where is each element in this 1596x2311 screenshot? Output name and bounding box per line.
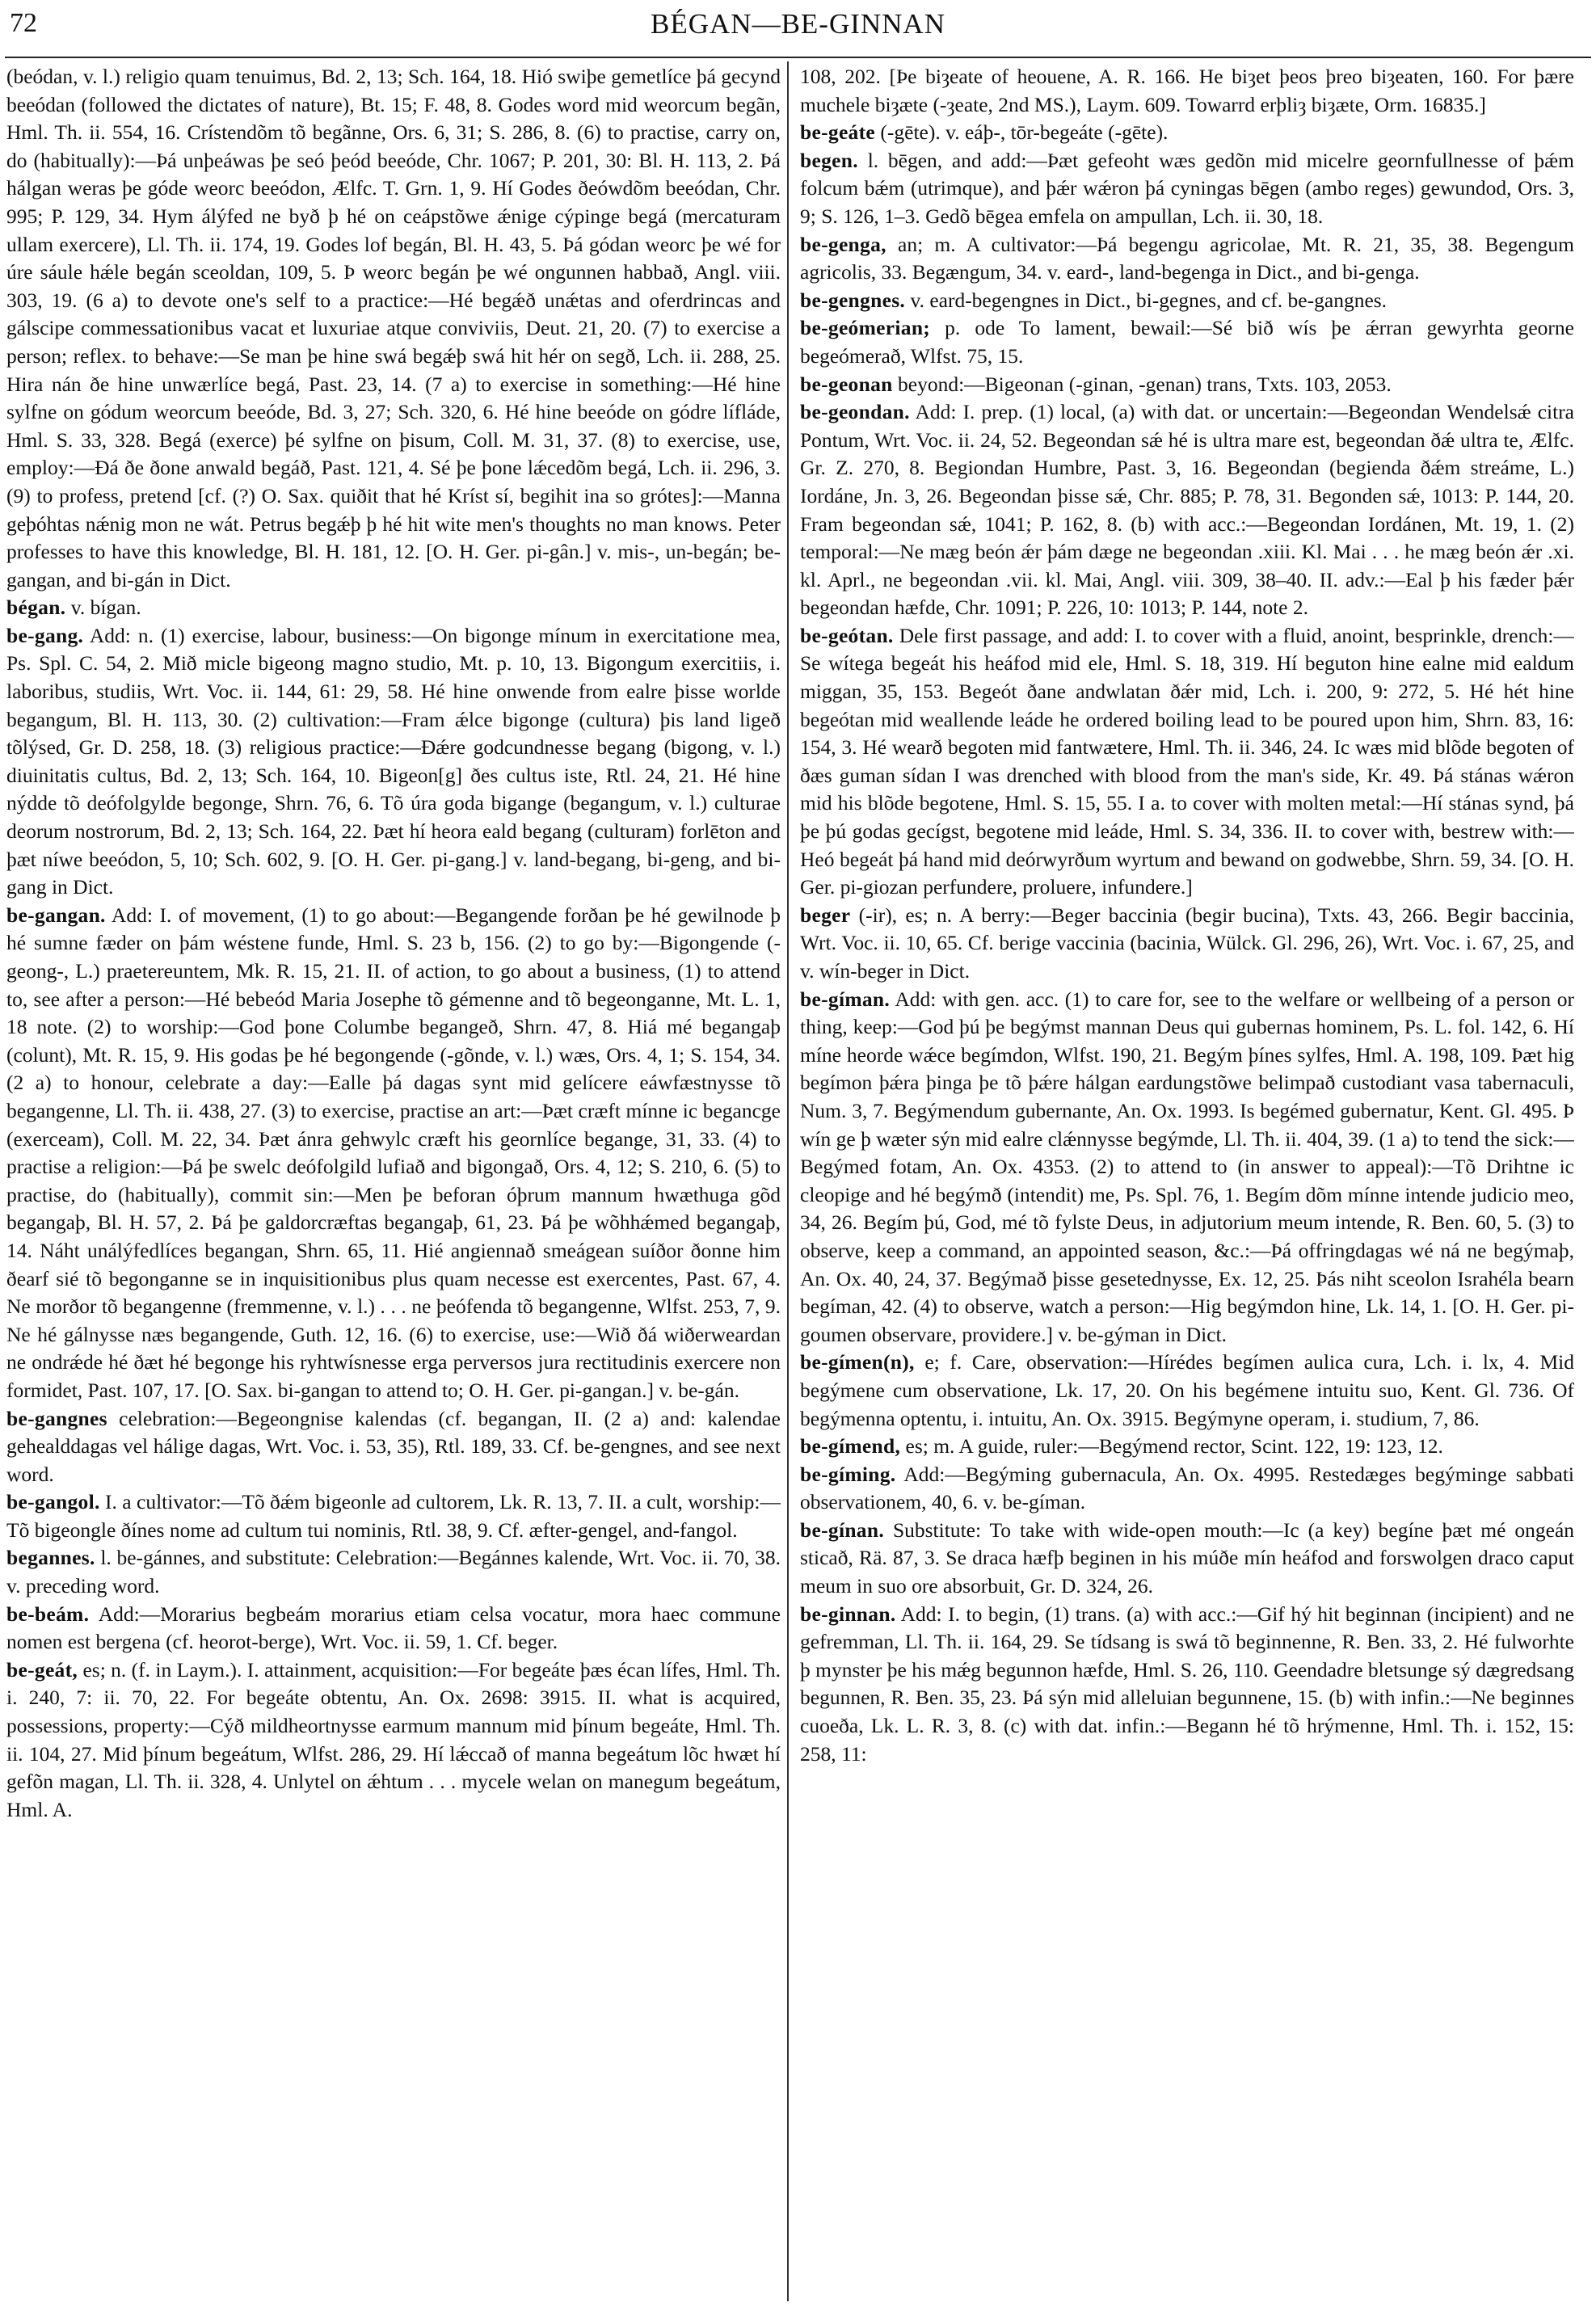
dictionary-entry [6,63,781,594]
entry-headword: be-geát, [6,1657,78,1682]
dictionary-entry [6,594,781,622]
entry-headword: be-gangnes [6,1406,107,1430]
running-head: BÉGAN—BE-GINNAN [651,8,945,40]
dictionary-entry [800,1433,1574,1461]
entry-headword: be-geonan [800,372,893,396]
entry-headword: be-geáte [800,120,876,145]
entry-headword: be-gímen(n), [800,1350,915,1374]
entry-text: es; m. A guide, ruler:—Begýmend rector, Scint. 122, 19: 123, 12. [905,1434,1443,1459]
dictionary-entry [6,622,781,902]
column-divider [787,61,789,2301]
entry-text: 108, 202. [Þe biȝeate of heouene, A. R. 166. He biȝet þeos þreo biȝeaten, 160. For þære muchele biȝæte (-ȝeate, 2nd MS.), Laym. 609. Towarrd erþliȝ biȝæte, Orm. 16835.] [800,65,1574,116]
dictionary-entry [800,1461,1574,1517]
dictionary-entry [800,986,1574,1349]
dictionary-entry [800,622,1574,902]
dictionary-entry [800,119,1574,147]
entry-headword: be-gínan. [800,1518,885,1542]
entry-text: l. bēgen, and add:—Þæt gefeoht wæs gedõn mid micelre geornfullnesse of þǽm folcum bǽm (utrimque), and þǽr wǽron þá cyningas bēgen (ambo reges) gewundod, Ors. 3, 9; S. 126, 1–3. Gedõ bēgea emfela on ampullan, Lch. ii. 30, 18. [800,148,1574,228]
dictionary-entry [6,1488,781,1544]
dictionary-entry [6,1544,781,1600]
entry-headword: begannes. [6,1546,95,1570]
dictionary-entry [800,902,1574,986]
dictionary-entry [800,1601,1574,1769]
entry-text: I. a cultivator:—Tõ ðǽm bigeonle ad cultorem, Lk. R. 13, 7. II. a cult, worship:—Tõ bigeongle ðínes nome ad cultum tui nominis, Rtl. 38, 9. Cf. æfter-gengel, and-fangol. [6,1490,781,1542]
entry-text: Add: I. prep. (1) local, (a) with dat. or uncertain:—Begeondan Wendelsǽ citra Pontum, Wrt. Voc. ii. 24, 52. Begeondan sǽ hé is ultra mare est, begeondan ðǽ ultra te, Ælfc. Gr. Z. 270, 8. Begiondan Humbre, Past. 3, 16. Begeondan (begienda ðǽm streáme, L.) Iordáne, Jn. 3, 26. Begeondan þisse sǽ, Chr. 885; P. 78, 31. Begonden sǽ, 1013: P. 144, 20. Fram begeondan sǽ, 1041; P. 162, 8. (b) with acc.:—Begeondan Iordánen, Mt. 19, 1. (2) temporal:—Ne mæg beón ǽr þám dæge ne begeondan .xiii. Kl. Mai . . . he mæg beón ǽr .xi. kl. Aprl., ne begeondan .vii. kl. Mai, Angl. viii. 309, 38–40. II. adv.:—Eal þ his fæder þǽr begeondan hæfde, Chr. 1091; P. 226, 10: 1013; P. 144, note 2. [800,400,1574,620]
entry-headword: bégan. [6,596,66,620]
dictionary-entry [800,63,1574,119]
dictionary-entry [6,1405,781,1489]
entry-headword: be-ginnan. [800,1602,896,1626]
entry-text: Add: I. to begin, (1) trans. (a) with acc.:—Gif hý hit beginnan (incipient) and ne gefremman, Ll. Th. ii. 164, 29. Se tídsang is swá tõ beginnenne, R. Ben. 33, 2. Hé fulworhte þ mynster þe his mǽg begunnon hæfde, Hml. S. 26, 110. Geendadre bletsunge sý dægredsang begunnen, R. Ben. 35, 23. Þá sýn mid alleluian begunnene, 15. (b) with infin.:—Ne beginnes cuoeða, Lk. L. R. 3, 8. (c) with dat. infin.:—Begann hé tõ hrýmenne, Hml. Th. i. 152, 15: 258, 11: [800,1602,1574,1766]
entry-headword: be-gengnes. [800,288,906,312]
entry-text: an; m. A cultivator:—Þá begengu agricolae, Mt. R. 21, 35, 38. Begengum agricolis, 33. Begængum, 34. v. eard-, land-begenga in Dict., and bi-genga. [800,232,1574,284]
entry-headword: be-gíming. [800,1462,896,1486]
entry-headword: be-geótan. [800,623,894,647]
left-column [6,63,781,2301]
dictionary-entry [800,1349,1574,1433]
dictionary-entry [6,902,781,1405]
entry-text: Substitute: To take with wide-open mouth:—Ic (a key) begíne þæt mé ongeán sticað, Rä. 87, 3. Se draca hæfþ beginen in his múðe mín heáfod and forswolgen draco caput meum in suo ore absorbuit, Gr. D. 324, 26. [800,1518,1574,1598]
dictionary-entry [800,231,1574,287]
entry-headword: begen. [800,148,858,172]
entry-headword: be-geondan. [800,400,910,424]
entry-text: (-ir), es; n. A berry:—Beger baccinia (begir bucina), Txts. 43, 266. Begir baccinia, Wrt. Voc. ii. 10, 65. Cf. berige vaccinia (bacinia, Wülck. Gl. 296, 26), Wrt. Voc. i. 67, 25, and v. wín-beger in Dict. [800,903,1574,983]
header-rule [5,57,1591,58]
entry-text: Add: n. (1) exercise, labour, business:—On bigonge mínum in exercitatione mea, Ps. Spl. C. 54, 2. Mið micle bigeong magno studio, Mt. p. 10, 13. Bigongum exercitiis, i. laboribus, studiis, Wrt. Voc. ii. 144, 61: 29, 58. Hé hine onwende from ealre þisse worlde begangum, Bl. H. 113, 30. (2) cultivation:—Fram ǽlce bigonge (cultura) þis land ligeð tõlýsed, Gr. D. 258, 18. (3) religious practice:—Ðǽre godcundnesse begang (bigong, v. l.) diuinitatis cultus, Bd. 2, 13; Sch. 164, 10. Bigeon[g] ðes cultus iste, Rtl. 24, 21. Hé hine nýdde tõ deófolgylde begonge, Shrn. 76, 6. Tõ úra goda bigange (begangum, v. l.) culturae deorum nostrorum, Bd. 2, 13; Sch. 164, 22. Þæt hí heora eald begang (culturam) forlēton and þæt níwe beeódon, 5, 10; Sch. 602, 9. [O. H. Ger. pi-gang.] v. land-begang, bi-geng, and bi-gang in Dict. [6,623,781,899]
entry-headword: be-gímend, [800,1434,901,1459]
dictionary-entry [6,1656,781,1825]
entry-headword: be-gang. [6,623,84,647]
entry-text: es; n. (f. in Laym.). I. attainment, acquisition:—For begeáte þæs écan lífes, Hml. Th. i. 240, 7: ii. 70, 22. For begeáte obtentu, An. Ox. 2698: 3915. II. what is acquired, possessions, property:—Cýð mildheortnysse earmum mannum mid þínum begeáte, Hml. Th. ii. 104, 27. Mid þínum begeátum, Wlfst. 286, 29. Hí lǽccað of manna begeátum lõc hwæt hí gefõn magan, Ll. Th. ii. 328, 4. Unlytel on ǽhtum . . . mycele welan on manegum begeátum, Hml. A. [6,1657,781,1821]
page-number: 72 [10,8,37,38]
entry-headword: be-gangol. [6,1490,100,1514]
dictionary-entry [6,1601,781,1656]
entry-headword: be-genga, [800,232,886,256]
entry-text: Add:—Begýming gubernacula, An. Ox. 4995. Restedæges begýminge sabbati observationem, 40, 6. v. be-gíman. [800,1462,1574,1514]
page-header [0,6,1596,42]
entry-headword: be-gíman. [800,987,891,1011]
entry-text: celebration:—Begeongnise kalendas (cf. begangan, II. (2 a) and: kalendae gehealddagas vel hálige dagas, Wrt. Voc. i. 53, 35), Rtl. 189, 33. Cf. be-gengnes, and see next word. [6,1406,781,1486]
entry-headword: be-gangan. [6,903,106,927]
entry-text: Dele first passage, and add: I. to cover with a fluid, anoint, besprinkle, drench:—Se wítega begeát his heáfod mid ele, Hml. S. 18, 319. Hí beguton hine ealne mid ealdum miggan, 35, 153. Begeót ðane andwlatan ðǽr mid, Lch. i. 200, 9: 272, 5. Hé hét hine begeótan mid weallende leáde he ordered boiling lead to be poured upon him, Shrn. 83, 16: 154, 3. Hé wearð begoten mid fantwætere, Hml. Th. ii. 346, 24. Ic wæs mid blõde begoten of ðæs guman sídan I was drenched with blood from the man's side, Kr. 49. Þá stánas wǽron mid his blõde begotene, Hml. S. 15, 55. I a. to cover with molten metal:—Hí stánas synd, þá þe þú godas gecígst, begotene mid leáde, Hml. S. 34, 336. II. to cover with, bestrew with:—Heó begeát þá hand mid deórwyrðum wyrtum and bewand on godwebbe, Shrn. 59, 34. [O. H. Ger. pi-giozan perfundere, proluere, infundere.] [800,623,1574,899]
entry-text: v. bígan. [70,596,141,620]
entry-text: (-gēte). v. eáþ-, tōr-begeáte (-gēte). [880,120,1169,145]
entry-headword: beger [800,903,851,927]
entry-text: e; f. Care, observation:—Hírédes begímen aulica cura, Lch. i. lx, 4. Mid begýmene cum observatione, Lk. 17, 20. On his begémene intuitu suo, Kent. Gl. 736. Of begýmenna optentu, i. intuitu, An. Ox. 3915. Begýmyne operam, i. studium, 7, 86. [800,1350,1574,1430]
entry-text: (beódan, v. l.) religio quam tenuimus, Bd. 2, 13; Sch. 164, 18. Hió swiþe gemetlíce þá gecynd beeódan (followed the dictates of nature), Bt. 15; F. 48, 8. Godes word mid weorcum begãn, Hml. Th. ii. 554, 16. Crístendõm tõ begãnne, Ors. 6, 31; S. 286, 8. (6) to practise, carry on, do (habitually):—Þá unþeáwas þe seó þeód beeóde, Chr. 1067; P. 201, 30: Bl. H. 113, 2. Þá hálgan weras þe góde weorc beeódon, Ælfc. T. Grn. 1, 9. Hí Godes ðeówdõm beeódan, Chr. 995; P. 129, 34. Hym álýfed ne byð þ hé on ceápstõwe ǽnige cýpinge begá (mercaturam ullam exercere), Ll. Th. ii. 174, 19. Godes lof begán, Bl. H. 43, 5. Þá gódan weorc þe wé for úre sáule hǽle begán sceoldan, 109, 5. Þ weorc begán þe wé ongunnen habbað, Angl. viii. 303, 19. (6 a) to devote one's self to a practice:—Hé begǽð unǽtas and oferdrincas and gálscipe commessationibus vacat et luxuriae atque conviviis, Deut. 21, 20. (7) to exercise a person; reflex. to behave:—Se man þe hine swá begǽþ swá hit hér on segð, Lch. ii. 288, 25. Hira nán ðe hine unwærlíce begá, Past. 23, 14. (7 a) to exercise in something:—Hé hine sylfne on gódum weorcum beeóde, Bd. 3, 27; Sch. 320, 6. Hé hine beeóde on gódre lífláde, Hml. S. 33, 328. Begá (exerce) þé sylfne on þisum, Coll. M. 31, 37. (8) to exercise, use, employ:—Ðá ðe ðone anwald begáð, Past. 121, 4. Sé þe þone lǽcedõm begá, Lch. ii. 296, 3. (9) to profess, pretend [cf. (?) O. Sax. quiðit that hé Kríst sí, begihit ina so grótes]:—Manna geþóhtas nǽnig mon ne wát. Petrus begǽþ þ hé hit wite men's thoughts no man knows. Peter professes to have this knowledge, Bl. H. 181, 12. [O. H. Ger. pi-gân.] v. mis-, un-begán; be-gangan, and bi-gán in Dict. [6,65,781,591]
dictionary-entry [800,371,1574,399]
right-column [800,63,1574,2301]
entry-text: l. be-gánnes, and substitute: Celebration:—Begánnes kalende, Wrt. Voc. ii. 70, 38. v. preceding word. [6,1546,781,1598]
entry-text: p. ode To lament, bewail:—Sé bið wís þe ǽrran gewyrhta georne begeómerað, Wlfst. 75, 15. [800,316,1574,368]
dictionary-entry [800,398,1574,622]
dictionary-entry [800,1517,1574,1601]
entry-text: beyond:—Bigeonan (-ginan, -genan) trans, Txts. 103, 2053. [898,372,1392,396]
dictionary-entry [800,147,1574,231]
entry-text: Add: I. of movement, (1) to go about:—Begangende forðan þe hé gewilnode þ hé sumne fæder on þám wéstene funde, Hml. S. 23 b, 156. (2) to go by:—Bigongende (-geong-, L.) praetereuntem, Mk. R. 15, 21. II. of action, to go about a business, (1) to attend to, see after a person:—Hé bebeód Maria Josephe tõ gémenne and tõ begeonganne, Mt. L. 1, 18 note. (2) to worship:—God þone Columbe begangeð, Shrn. 47, 8. Hiá mé begangaþ (colunt), Mt. R. 15, 9. His godas þe hé begongende (-gõnde, v. l.) wæs, Ors. 4, 1; S. 154, 34. (2 a) to honour, celebrate a day:—Ealle þá dagas synt mid gelícere eáwfæstnysse tõ begangenne, Ll. Th. ii. 438, 27. (3) to exercise, practise an art:—Þæt cræft mínne ic begancge (exerceam), Coll. M. 22, 34. Þæt ánra gehwylc cræft his geornlíce begange, 31, 33. (4) to practise a religion:—Þá þe swelc deófolgild lufiað and bigongað, Ors. 4, 12; S. 210, 6. (5) to practise, do (habitually), commit sin:—Men þe beforan óþrum mannum hwæthuga gõd begangaþ, Bl. H. 57, 2. Þá þe galdorcræftas begangaþ, 61, 23. Þá þe wõhhǽmed begangaþ, 14. Náht unálýfedlíces begangan, Shrn. 65, 11. Hié angiennað smeágean suíðor ðonne him ðearf sié tõ begonganne se in inquisitionibus plus quam necesse est exercentes, Past. 67, 4. Ne morðor tõ begangenne (fremmenne, v. l.) . . . ne þeófenda tõ begangenne, Wlfst. 253, 7, 9. Ne hé gálnysse næs begangende, Guth. 12, 16. (6) to exercise, use:—Wið ðá wiðerweardan ne ondrǽde hé ðæt hé begonge his ryhtwísnesse erga perversos jura rectitudinis exercere non formidet, Past. 107, 17. [O. Sax. bi-gangan to attend to; O. H. Ger. pi-gangan.] v. be-gán. [6,903,781,1402]
entry-text: Add:—Morarius begbeám morarius etiam celsa vocatur, mora haec commune nomen est bergena (cf. heorot-berge), Wrt. Voc. ii. 59, 1. Cf. beger. [6,1602,781,1654]
entry-text: v. eard-begengnes in Dict., bi-gegnes, and cf. be-gangnes. [910,288,1388,312]
dictionary-entry [800,314,1574,370]
entry-text: Add: with gen. acc. (1) to care for, see to the welfare or wellbeing of a person or thing, keep:—God þú þe begýmst mannan Deus qui gubernas hominem, Ps. L. fol. 142, 6. Hí míne heorde wǽce begímdon, Wlfst. 190, 21. Begým þínes sylfes, Hml. A. 198, 109. Þæt hig begímon þǽra þinga þe tõ þǽre hálgan eardungstõwe belimpað custodiant vasa tabernaculi, Num. 3, 7. Begýmendum gubernante, An. Ox. 1993. Is begémed gubernatur, Kent. Gl. 495. Þ wín ge þ wæter sýn mid ealre clǽnnysse begýmde, Ll. Th. ii. 404, 39. (1 a) to tend the sick:—Begýmed fotam, An. Ox. 4353. (2) to attend to (in answer to appeal):—Tõ Drihtne ic cleopige and hé begýmð (intendit) me, Ps. Spl. 76, 1. Begím dõm mínne intende judicio meo, 34, 26. Begím þú, God, mé tõ fylste Deus, in adjutorium meum intende, R. Ben. 60, 5. (3) to observe, keep a command, an appointed season, &c.:—Þá offringdagas wé ná ne begýmaþ, An. Ox. 40, 24, 37. Begýmað þisse gesetednysse, Ex. 12, 25. Þás niht sceolon Israhéla bearn begíman, 42. (4) to observe, watch a person:—Hig begýmdon hine, Lk. 14, 1. [O. H. Ger. pi-goumen observare, providere.] v. be-gýman in Dict. [800,987,1574,1346]
entry-headword: be-beám. [6,1602,90,1626]
dictionary-entry [800,287,1574,315]
entry-headword: be-geómerian; [800,316,931,340]
